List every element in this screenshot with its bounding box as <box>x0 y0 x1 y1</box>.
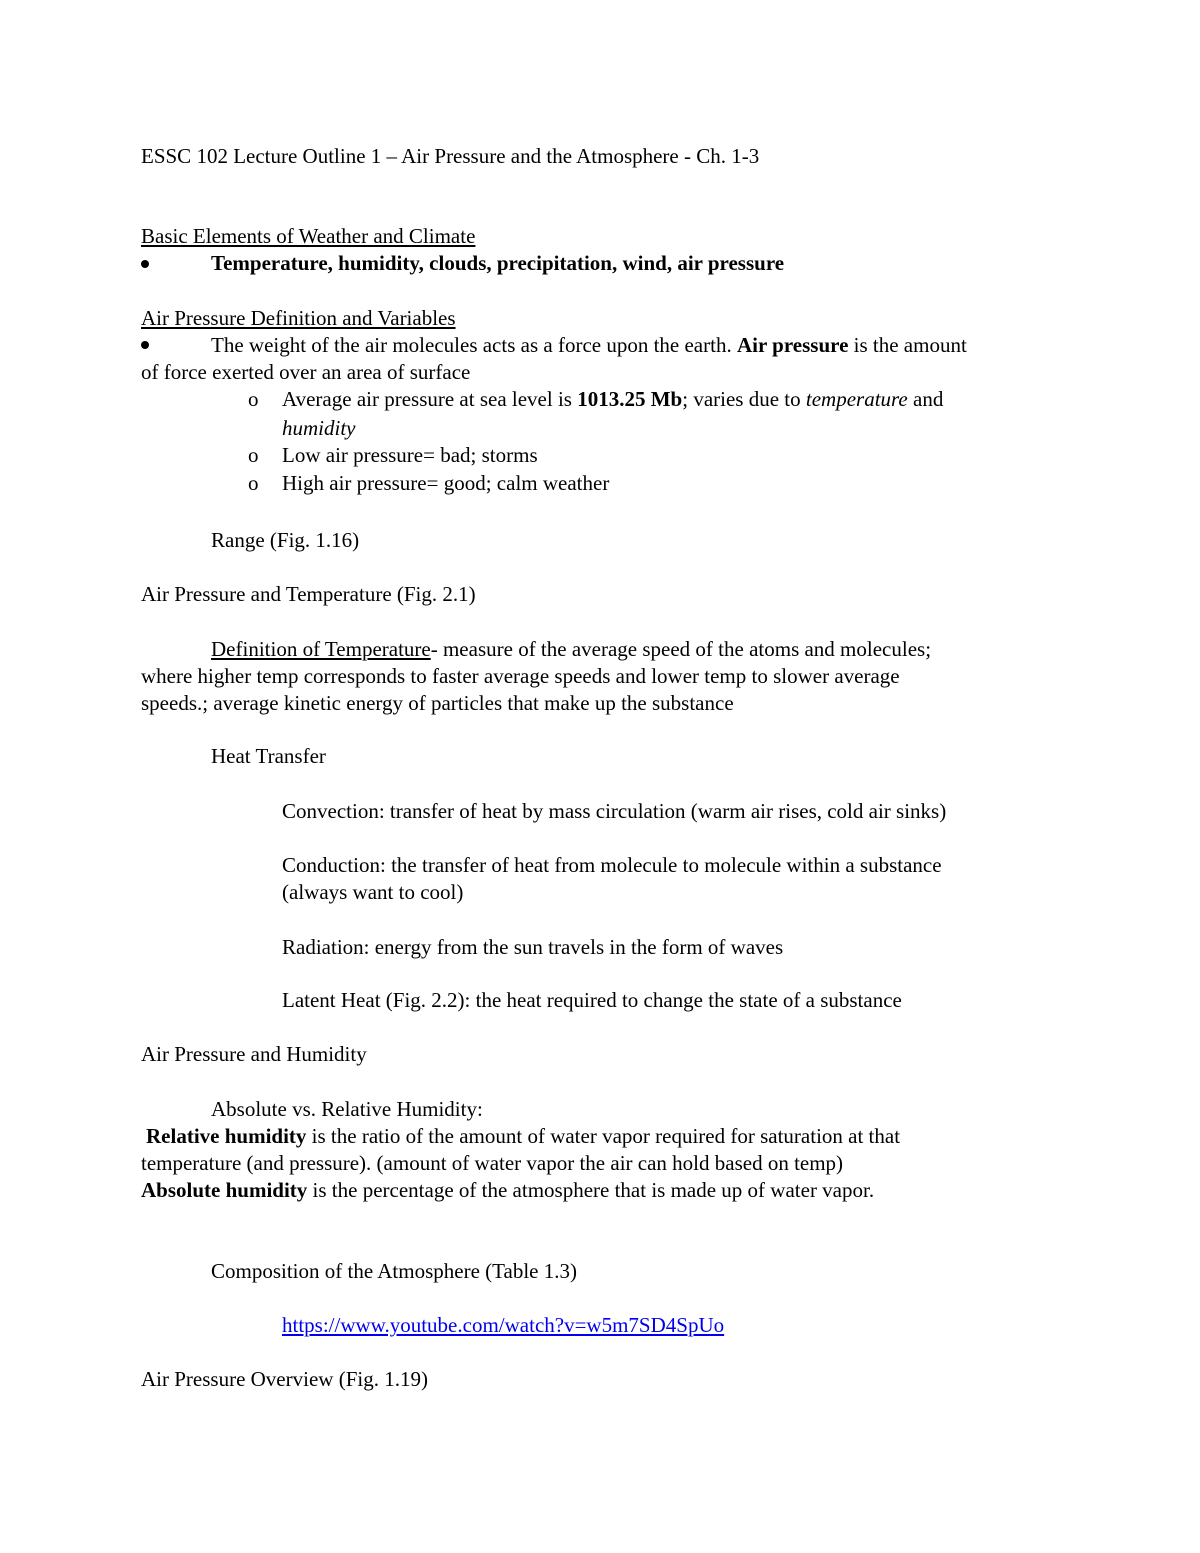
youtube-link[interactable]: https://www.youtube.com/watch?v=w5m7SD4SpUo <box>282 1313 725 1337</box>
sub-bullet-marker: o <box>248 471 259 495</box>
sub-bullet-marker: o <box>248 387 259 411</box>
conduction-text-cont: (always want to cool) <box>282 880 464 904</box>
temperature-definition-cont: where higher temp corresponds to faster average speeds and lower temp to slower average <box>141 664 900 688</box>
average-pressure-text-cont: humidity <box>282 416 356 440</box>
section-heading-air-pressure-temperature: Air Pressure and Temperature (Fig. 2.1) <box>141 582 476 606</box>
section-heading-basic-elements: Basic Elements of Weather and Climate <box>141 224 476 248</box>
composition-heading: Composition of the Atmosphere (Table 1.3) <box>211 1259 577 1283</box>
low-pressure-text: Low air pressure= bad; storms <box>282 443 538 467</box>
conduction-text: Conduction: the transfer of heat from molecule to molecule within a substance <box>282 853 942 877</box>
basic-elements-list: Temperature, humidity, clouds, precipitation, wind, air pressure <box>211 251 785 275</box>
section-heading-air-pressure-humidity: Air Pressure and Humidity <box>141 1042 367 1066</box>
heat-transfer-heading: Heat Transfer <box>211 744 326 768</box>
air-pressure-definition-text: The weight of the air molecules acts as a force upon the earth. Air pressure is the amount <box>211 333 967 357</box>
temperature-definition: Definition of Temperature- measure of the average speed of the atoms and molecules; <box>211 637 932 661</box>
latent-heat-text: Latent Heat (Fig. 2.2): the heat required to change the state of a substance <box>282 988 902 1012</box>
convection-text: Convection: transfer of heat by mass circulation (warm air rises, cold air sinks) <box>282 799 947 823</box>
document-title: ESSC 102 Lecture Outline 1 – Air Pressure and the Atmosphere - Ch. 1-3 <box>141 144 760 168</box>
sub-bullet-marker: o <box>248 443 259 467</box>
air-pressure-definition-text-cont: of force exerted over an area of surface <box>141 360 471 384</box>
high-pressure-text: High air pressure= good; calm weather <box>282 471 610 495</box>
range-text: Range (Fig. 1.16) <box>211 528 360 552</box>
air-pressure-overview-heading: Air Pressure Overview (Fig. 1.19) <box>141 1367 428 1391</box>
section-heading-air-pressure-definition: Air Pressure Definition and Variables <box>141 306 456 330</box>
bullet-dot-icon <box>141 341 149 349</box>
relative-humidity-text-cont: temperature (and pressure). (amount of water vapor the air can hold based on temp) <box>141 1151 844 1175</box>
absolute-vs-relative-heading: Absolute vs. Relative Humidity: <box>211 1097 483 1121</box>
relative-humidity-text: Relative humidity is the ratio of the amount of water vapor required for saturation at that <box>146 1124 901 1148</box>
temperature-definition-cont: speeds.; average kinetic energy of particles that make up the substance <box>141 691 734 715</box>
bullet-dot-icon <box>141 260 149 268</box>
absolute-humidity-text: Absolute humidity is the percentage of the atmosphere that is made up of water vapor. <box>141 1178 875 1202</box>
average-pressure-text: Average air pressure at sea level is 1013.25 Mb; varies due to temperature and <box>282 387 944 411</box>
radiation-text: Radiation: energy from the sun travels in the form of waves <box>282 935 784 959</box>
